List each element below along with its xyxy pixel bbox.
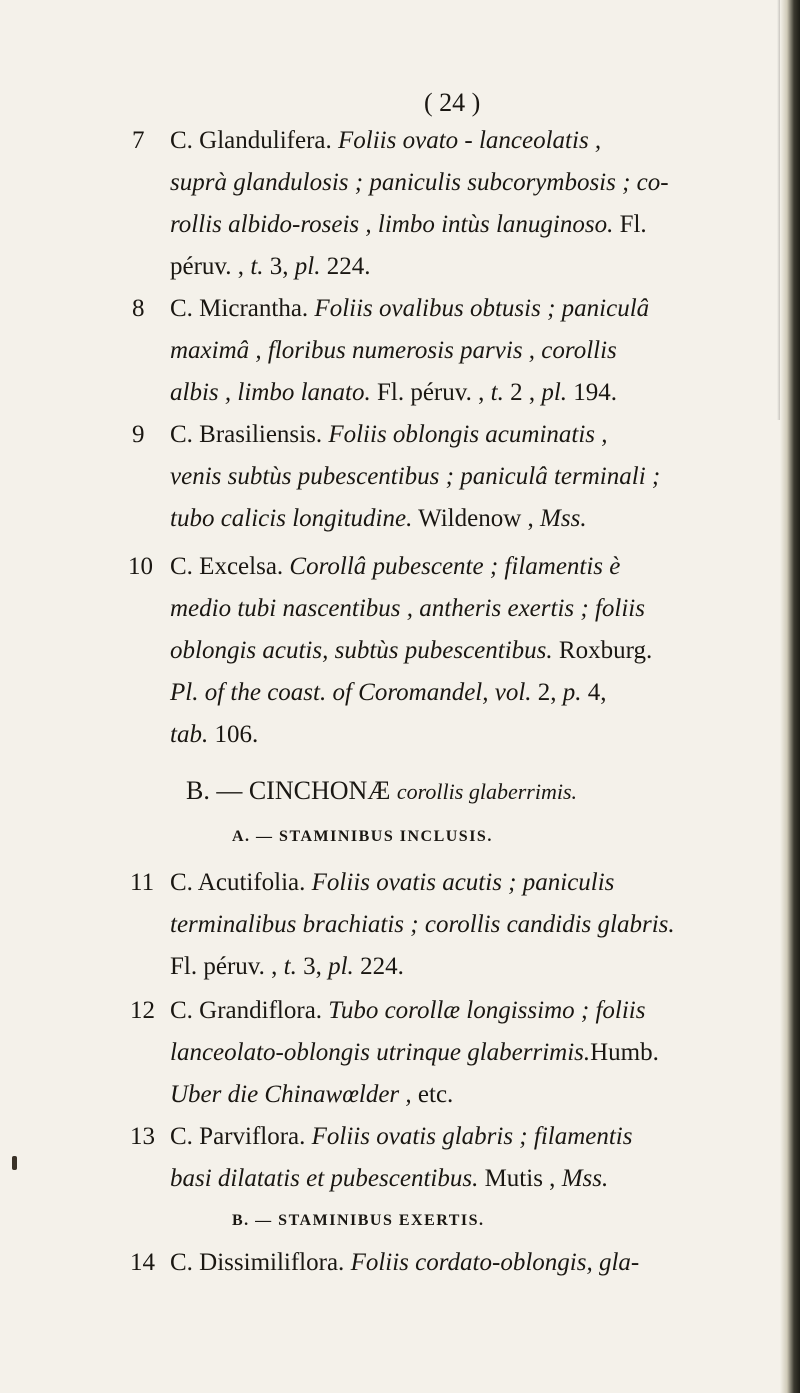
italic-text: Foliis oblongis acuminatis , <box>328 421 608 448</box>
entry-10-line <box>170 678 607 708</box>
italic-text: Foliis ovato - lanceolatis , <box>338 127 602 154</box>
roman-text: 106. <box>208 721 259 748</box>
entry-10-line <box>170 636 652 666</box>
italic-text: albis , limbo lanato. <box>170 379 371 406</box>
entry-9-line <box>170 420 608 450</box>
italic-text: terminalibus brachiatis ; corollis candidis glabris. <box>170 911 675 938</box>
italic-text: rollis albido-roseis , limbo intùs lanuginoso. <box>170 211 614 238</box>
entry-number: 12 <box>130 997 155 1024</box>
italic-text: pl. <box>328 953 354 980</box>
entry-number: 11 <box>130 869 155 896</box>
italic-text: Uber die Chinawœlder , <box>170 1081 412 1108</box>
entry-12-line <box>170 1038 659 1068</box>
entry-number: 10 <box>128 553 153 580</box>
subsection-heading: B. — STAMINIBUS EXERTIS. <box>232 1212 485 1229</box>
roman-text: Roxburg. <box>552 637 653 664</box>
roman-text: Fl. <box>613 211 647 238</box>
italic-text: Tubo corollæ longissimo ; foliis <box>328 997 646 1024</box>
italic-text: Foliis ovatis glabris ; filamentis <box>311 1123 633 1150</box>
entry-12-line <box>170 1080 453 1110</box>
italic-text: p. <box>562 679 582 706</box>
italic-text: medio tubi nascentibus , antheris exertis ; foliis <box>170 595 645 622</box>
italic-text: tab. <box>170 721 209 748</box>
entry-12-line <box>170 996 645 1026</box>
entry-7-line <box>170 126 601 156</box>
entry-9-line <box>170 462 660 492</box>
italic-text: t. <box>490 379 504 406</box>
roman-text: C. Parviflora. <box>170 1123 312 1150</box>
roman-text: Humb. <box>590 1039 659 1066</box>
italic-text: suprà glandulosis ; paniculis subcorymbosis ; co- <box>170 169 669 196</box>
roman-text: péruv. , <box>170 253 251 280</box>
roman-text: C. Micrantha. <box>170 295 315 322</box>
ink-blot <box>12 1156 17 1170</box>
roman-text: 2 , <box>503 379 542 406</box>
italic-text: Mss. <box>561 1165 609 1192</box>
roman-text: C. Glandulifera. <box>170 127 339 154</box>
entry-8-line <box>170 378 617 408</box>
italic-text: Foliis ovatis acutis ; paniculis <box>311 869 615 896</box>
roman-text: 224. <box>353 953 404 980</box>
section-description: corollis glaberrimis. <box>396 779 578 804</box>
entry-14-line <box>170 1248 639 1278</box>
entry-13-line <box>170 1164 608 1194</box>
entry-10-line <box>170 720 258 750</box>
roman-text: C. Excelsa. <box>170 553 290 580</box>
roman-text: C. Acutifolia. <box>170 869 312 896</box>
roman-text: etc. <box>411 1081 454 1108</box>
roman-text: Fl. péruv. , <box>170 953 284 980</box>
entry-10-line <box>170 552 620 582</box>
entry-11-line <box>170 868 614 898</box>
italic-text: tubo calicis longitudine. <box>170 505 413 532</box>
roman-text: 194. <box>567 379 618 406</box>
entry-7-line <box>170 210 647 240</box>
entry-13-line <box>170 1122 632 1152</box>
roman-text: C. Brasiliensis. <box>170 421 329 448</box>
section-label: B. — CINCHONÆ <box>186 776 397 805</box>
italic-text: Mss. <box>540 505 587 532</box>
subsection-heading: A. — STAMINIBUS INCLUSIS. <box>232 828 493 845</box>
roman-text: 3, <box>296 953 329 980</box>
roman-text: Mutis , <box>478 1165 562 1192</box>
roman-text: C. Dissimiliflora. <box>170 1249 351 1276</box>
entry-number: 7 <box>132 127 145 154</box>
entry-11-line <box>170 952 404 982</box>
entry-10-line <box>170 594 645 624</box>
italic-text: Foliis ovalibus obtusis ; paniculâ <box>314 295 650 322</box>
entry-7-line <box>170 252 370 282</box>
italic-text: pl. <box>541 379 568 406</box>
section-heading <box>186 776 577 806</box>
italic-text: maximâ , floribus numerosis parvis , corollis <box>170 337 617 364</box>
italic-text: lanceolato-oblongis utrinque glaberrimis. <box>170 1039 591 1066</box>
roman-text: Fl. péruv. , <box>370 379 491 406</box>
italic-text: t. <box>283 953 297 980</box>
page-number: ( 24 ) <box>424 88 481 117</box>
entry-number: 13 <box>130 1123 155 1150</box>
italic-text: Foliis cordato-oblongis, gla- <box>350 1249 640 1276</box>
entry-number: 8 <box>132 295 145 322</box>
entry-8-line <box>170 294 649 324</box>
roman-text: Wildenow , <box>412 505 541 532</box>
italic-text: Pl. of the coast. of Coromandel, vol. <box>170 679 532 706</box>
roman-text: 4, <box>581 679 607 706</box>
roman-text: C. Grandiflora. <box>170 997 329 1024</box>
entry-number: 9 <box>132 421 145 448</box>
italic-text: basi dilatatis et pubescentibus. <box>170 1165 479 1192</box>
italic-text: pl. <box>294 253 321 280</box>
page-edge-shadow <box>777 0 780 420</box>
book-spine-shadow <box>780 0 800 1393</box>
italic-text: oblongis acutis, subtùs pubescentibus. <box>170 637 553 664</box>
roman-text: 2, <box>531 679 563 706</box>
italic-text: Corollâ pubescente ; filamentis è <box>289 553 621 580</box>
entry-7-line <box>170 168 669 198</box>
italic-text: t. <box>250 253 264 280</box>
entry-11-line <box>170 910 675 940</box>
italic-text: venis subtùs pubescentibus ; paniculâ terminali ; <box>170 463 661 490</box>
entry-9-line <box>170 504 587 534</box>
entry-8-line <box>170 336 617 366</box>
roman-text: 3, <box>263 253 295 280</box>
entry-number: 14 <box>130 1249 155 1276</box>
roman-text: 224. <box>320 253 371 280</box>
